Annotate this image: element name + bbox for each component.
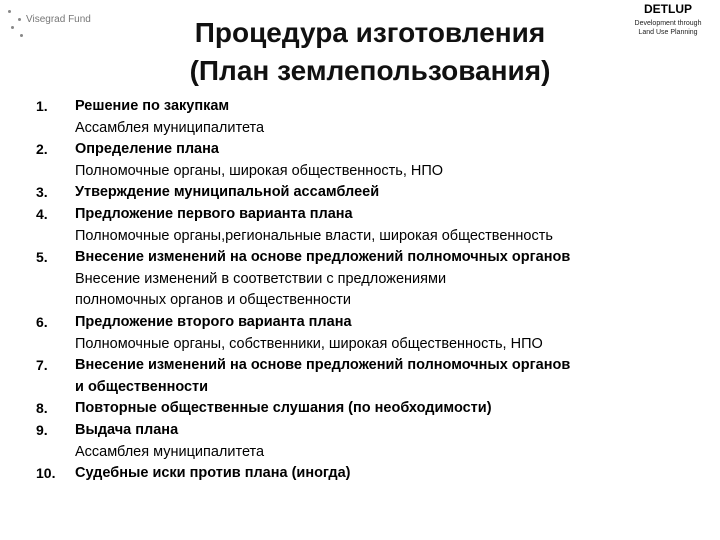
list-item: [36, 398, 716, 420]
list-item: [36, 312, 716, 355]
logo-dots-icon: [4, 4, 28, 44]
visegrad-fund-logo: [4, 4, 114, 44]
step-number: 6.: [36, 313, 48, 330]
step-number: 9.: [36, 421, 48, 438]
step-heading: Утверждение муниципальной ассамблеей: [75, 184, 380, 201]
step-body: [75, 247, 716, 312]
step-body: [75, 182, 716, 204]
step-body: [75, 463, 716, 485]
step-heading: Предложение первого варианта плана: [75, 205, 353, 222]
step-detail: полномочных органов и общественности: [75, 292, 351, 309]
step-body: [75, 312, 716, 355]
list-item: [36, 420, 716, 463]
step-body: [75, 204, 716, 247]
step-body: [75, 96, 716, 139]
step-detail: Внесение изменений в соответствии с предложениями: [75, 270, 447, 287]
title-line-1: Процедура изготовления: [194, 17, 546, 48]
page-title: [140, 14, 600, 90]
step-number: 5.: [36, 249, 48, 266]
step-detail: Полномочные органы, собственники, широкая общественность, НПО: [75, 335, 543, 352]
step-detail: Полномочные органы, широкая общественность, НПО: [75, 162, 444, 179]
logo-text: Visegrad Fund: [26, 14, 91, 25]
step-body: [75, 420, 716, 463]
list-item: [36, 182, 716, 204]
step-number: 3.: [36, 184, 48, 201]
step-heading: Повторные общественные слушания (по необходимости): [75, 400, 492, 417]
list-item: [36, 96, 716, 139]
step-heading: Внесение изменений на основе предложений полномочных органов: [75, 357, 571, 374]
step-body: [75, 355, 716, 398]
step-detail: Ассамблея муниципалитета: [75, 443, 265, 460]
list-item: [36, 355, 716, 398]
step-number: 1.: [36, 98, 48, 114]
title-line-2: (План землепользования): [189, 55, 551, 86]
detlup-subtitle-line-2: Land Use Planning: [638, 29, 698, 36]
list-item: [36, 204, 716, 247]
step-number: 2.: [36, 141, 48, 158]
step-detail: Полномочные органы,региональные власти, широкая общественность: [75, 227, 553, 244]
step-heading: Судебные иски против плана (иногда): [75, 465, 351, 482]
step-heading: Определение плана: [75, 141, 219, 158]
step-heading: Выдача плана: [75, 421, 179, 438]
step-heading: Предложение второго варианта плана: [75, 313, 352, 330]
detlup-logo: [618, 2, 718, 37]
detlup-subtitle-line-1: Development through: [634, 20, 702, 27]
step-detail: Ассамблея муниципалитета: [75, 119, 265, 136]
detlup-name: DETLUP: [644, 2, 692, 16]
detlup-subtitle: [618, 19, 718, 37]
procedure-steps-list: [36, 96, 716, 485]
step-number: 10.: [36, 465, 56, 482]
step-number: 7.: [36, 357, 48, 374]
step-heading: Внесение изменений на основе предложений полномочных органов: [75, 249, 571, 266]
list-item: [36, 247, 716, 312]
step-number: 8.: [36, 400, 48, 417]
step-heading: Решение по закупкам: [75, 98, 230, 114]
step-body: [75, 139, 716, 182]
step-number: 4.: [36, 205, 48, 222]
list-item: [36, 463, 716, 485]
list-item: [36, 139, 716, 182]
step-body: [75, 398, 716, 420]
step-heading-continued: и общественности: [75, 378, 209, 395]
